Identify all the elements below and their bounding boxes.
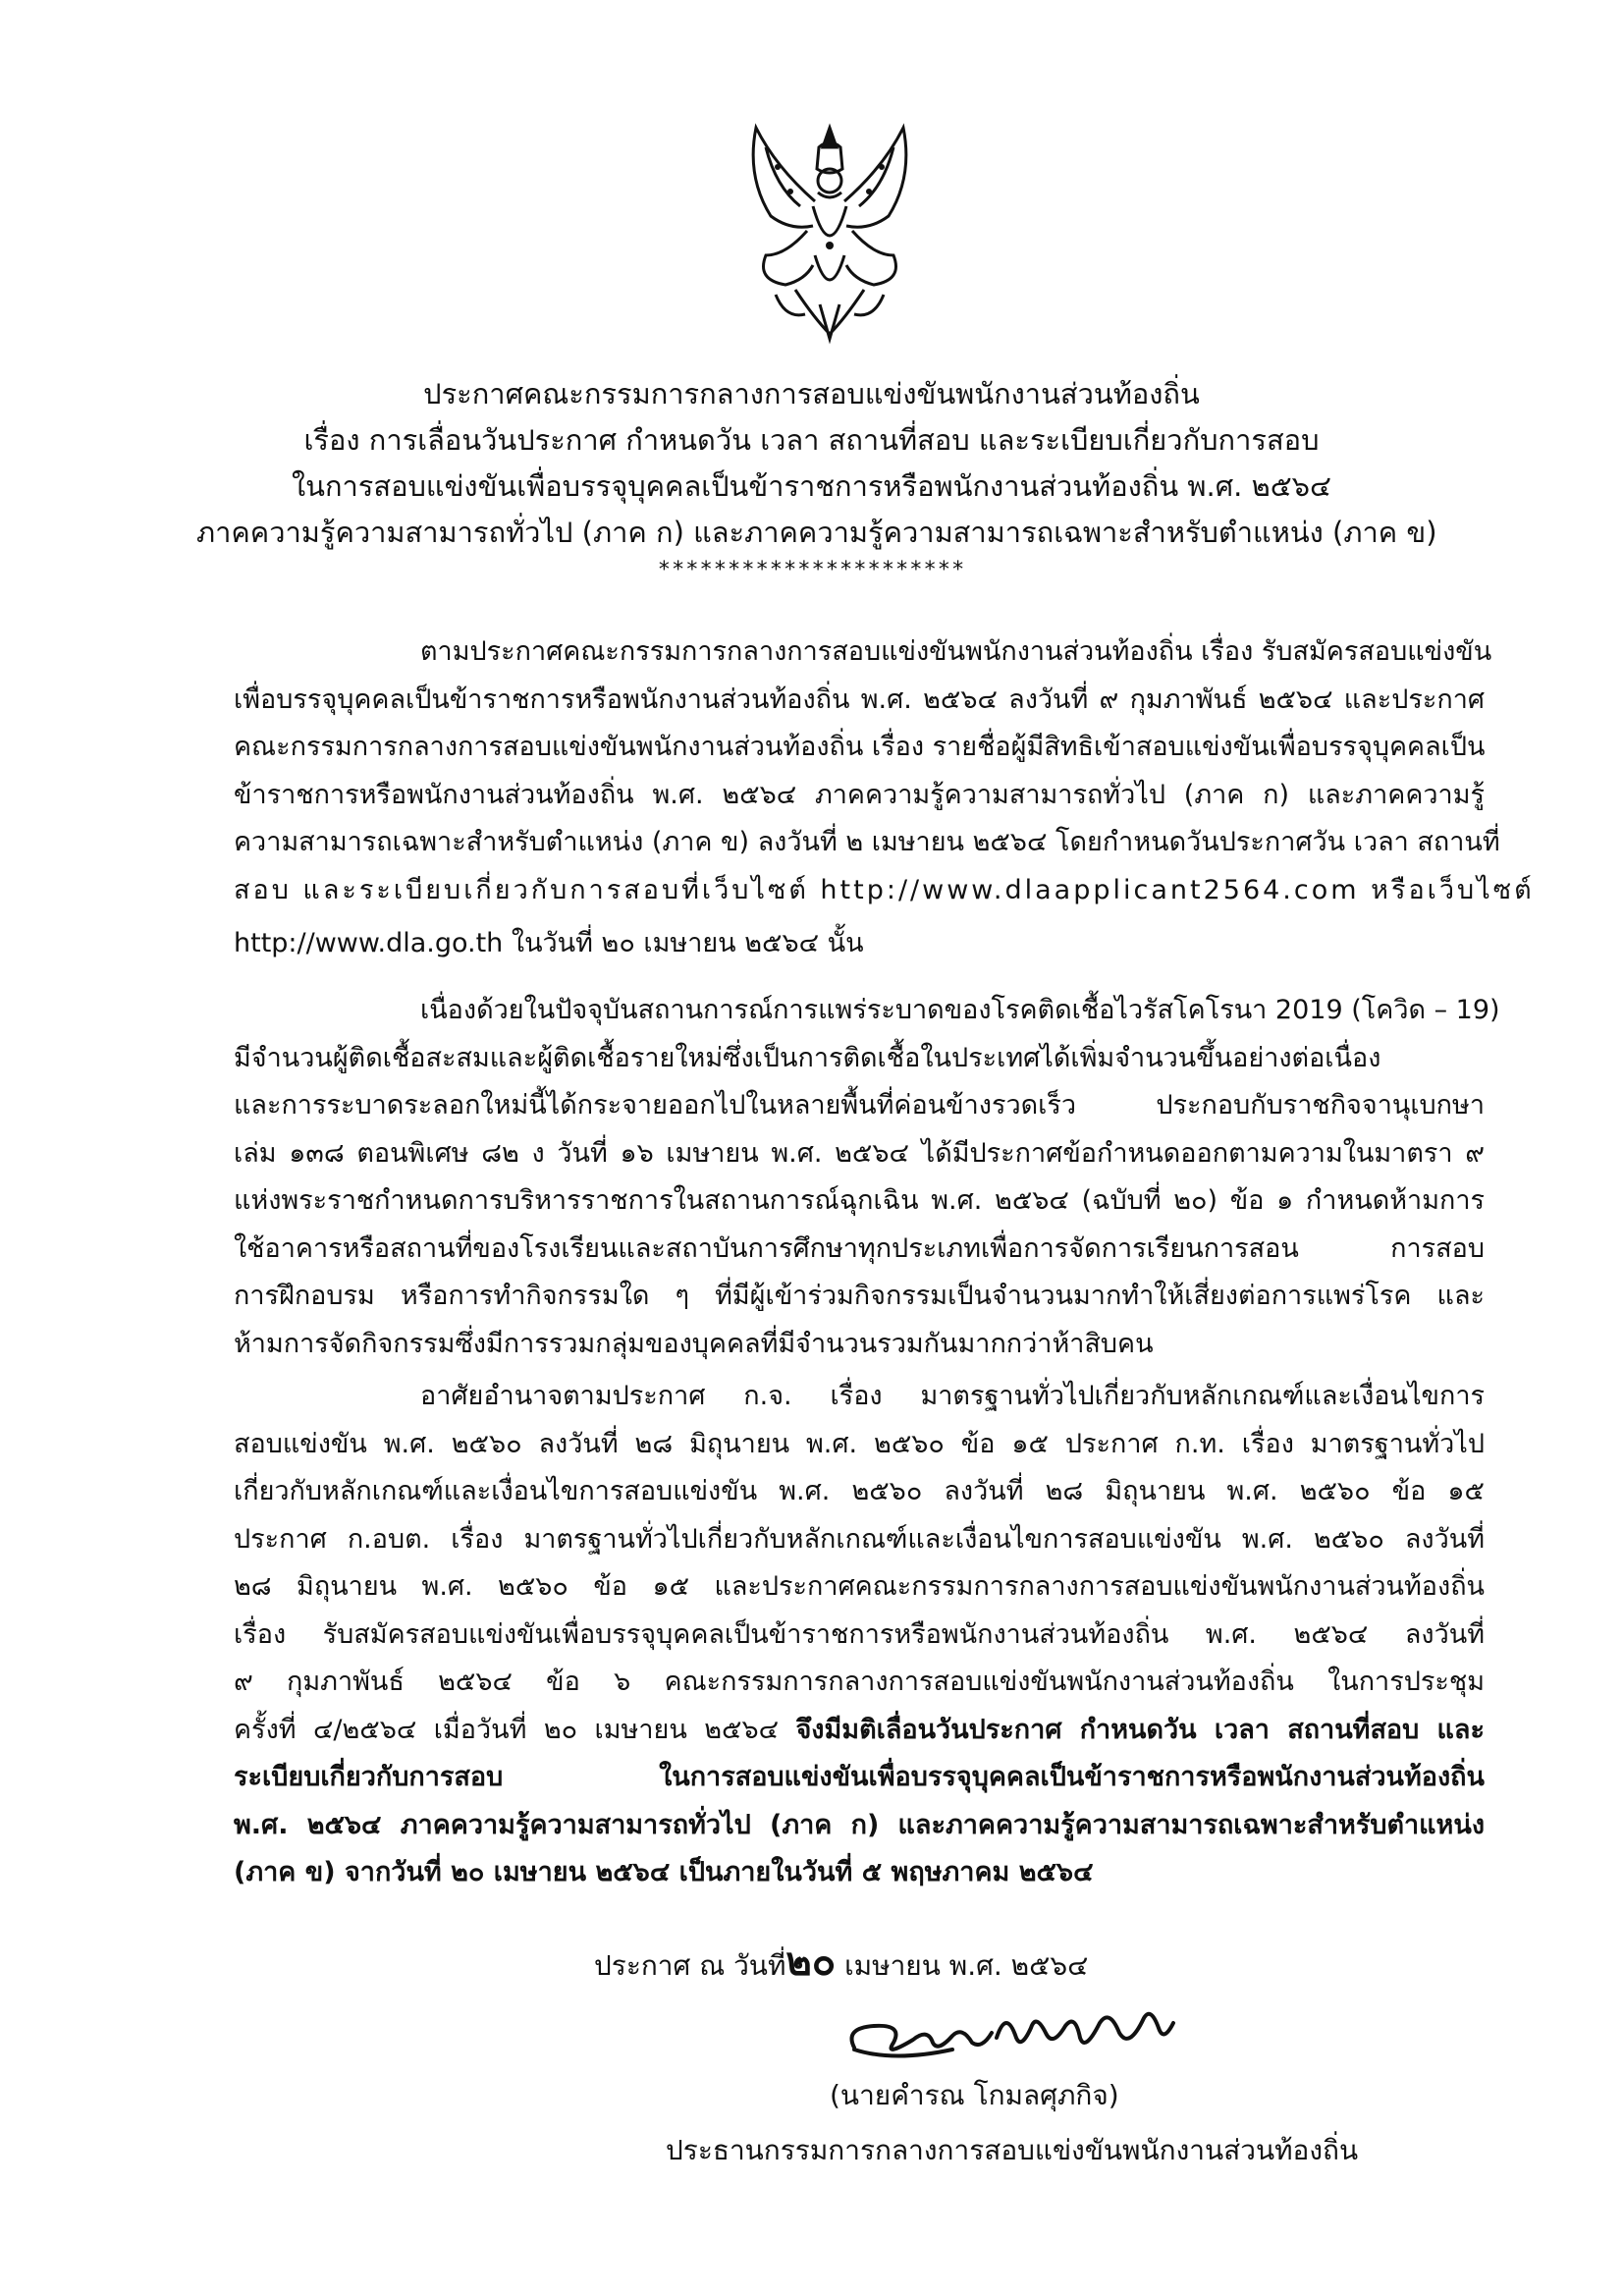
paragraph-line: ๒๘ มิถุนายน พ.ศ. ๒๕๖๐ ข้อ ๑๕ และประกาศคณะกรรมการกลางการสอบแข่งขันพนักงานส่วนท้องถิ่น <box>234 1571 1485 1602</box>
paragraph-line: สอบ และระเบียบเกี่ยวกับการสอบที่เว็บไซต์ http://www.dlaapplicant2564.com หรือเว็บไซต์ <box>234 874 1535 905</box>
title-line-1: ประกาศคณะกรรมการกลางการสอบแข่งขันพนักงานส่วนท้องถิ่น <box>423 377 1200 410</box>
title-line-3: ในการสอบแข่งขันเพื่อบรรจุบุคคลเป็นข้าราชการหรือพนักงานส่วนท้องถิ่น พ.ศ. ๒๕๖๔ <box>291 469 1332 503</box>
resolution-prefix: ครั้งที่ ๔/๒๕๖๔ เมื่อวันที่ ๒๐ เมษายน ๒๕๖๔ <box>234 1714 796 1745</box>
paragraph-line: ความสามารถเฉพาะสำหรับตำแหน่ง (ภาค ข) ลงวันที่ ๒ เมษายน ๒๕๖๔ โดยกำหนดวันประกาศวัน เวลา สถานที่ <box>234 827 1500 857</box>
paragraph-line-mixed <box>234 1707 1485 1755</box>
resolution-line: (ภาค ข) จากวันที่ ๒๐ เมษายน ๒๕๖๔ เป็นภายในวันที่ ๕ พฤษภาคม ๒๕๖๔ <box>234 1857 1094 1887</box>
paragraph-line: http://www.dla.go.th ในวันที่ ๒๐ เมษายน ๒๕๖๔ นั้น <box>234 928 864 958</box>
paragraph-line: เล่ม ๑๓๘ ตอนพิเศษ ๘๒ ง วันที่ ๑๖ เมษายน พ.ศ. ๒๕๖๔ ได้มีประกาศข้อกำหนดออกตามความในมาตรา ๙ <box>234 1137 1485 1169</box>
paragraph-3 <box>234 1373 1485 1897</box>
garuda-emblem-icon <box>717 108 943 354</box>
announcement-date <box>594 1930 1088 1993</box>
paragraph-line: เพื่อบรรจุบุคคลเป็นข้าราชการหรือพนักงานส่วนท้องถิ่น พ.ศ. ๒๕๖๔ ลงวันที่ ๙ กุมภาพันธ์ ๒๕๖๔ และประกาศ <box>234 683 1485 715</box>
paragraph-line: คณะกรรมการกลางการสอบแข่งขันพนักงานส่วนท้องถิ่น เรื่อง รายชื่อผู้มีสิทธิเข้าสอบแข่งขันเพื่อบรรจุบุคคลเป็น <box>234 732 1486 762</box>
signature-icon <box>835 1989 1227 2072</box>
paragraph-line: ตามประกาศคณะกรรมการกลางการสอบแข่งขันพนักงานส่วนท้องถิ่น เรื่อง รับสมัครสอบแข่งขัน <box>420 636 1492 667</box>
paragraph-line: ประกาศ ก.อบต. เรื่อง มาตรฐานทั่วไปเกี่ยวกับหลักเกณฑ์และเงื่อนไขการสอบแข่งขัน พ.ศ. ๒๕๖๐ ลงวันที่ <box>234 1523 1485 1555</box>
paragraph-line: เกี่ยวกับหลักเกณฑ์และเงื่อนไขการสอบแข่งขัน พ.ศ. ๒๕๖๐ ลงวันที่ ๒๘ มิถุนายน พ.ศ. ๒๕๖๐ ข้อ ๑๕ <box>234 1476 1485 1506</box>
signer-position: ประธานกรรมการกลางการสอบแข่งขันพนักงานส่วนท้องถิ่น <box>666 2134 1359 2166</box>
paragraph-line: มีจำนวนผู้ติดเชื้อสะสมและผู้ติดเชื้อรายใหม่ซึ่งเป็นการติดเชื้อในประเทศได้เพิ่มจำนวนขึ้นอย่างต่อเนื่อง <box>234 1042 1381 1073</box>
paragraph-line: แห่งพระราชกำหนดการบริหารราชการในสถานการณ์ฉุกเฉิน พ.ศ. ๒๕๖๔ (ฉบับที่ ๒๐) ข้อ ๑ กำหนดห้ามการ <box>234 1185 1485 1216</box>
date-prefix: ประกาศ ณ วันที่ <box>594 1949 786 1982</box>
signer-name: (นายคำรณ โกมลศุภกิจ) <box>830 2079 1119 2111</box>
paragraph-line: และการระบาดระลอกใหม่นี้ได้กระจายออกไปในหลายพื้นที่ค่อนข้างรวดเร็ว ประกอบกับราชกิจจานุเบกษา <box>234 1090 1485 1121</box>
paragraph-line: เรื่อง รับสมัครสอบแข่งขันเพื่อบรรจุบุคคลเป็นข้าราชการหรือพนักงานส่วนท้องถิ่น พ.ศ. ๒๕๖๔ ลงวันที่ <box>234 1618 1485 1650</box>
resolution-line: ระเบียบเกี่ยวกับการสอบ ในการสอบแข่งขันเพื่อบรรจุบุคคลเป็นข้าราชการหรือพนักงานส่วนท้องถิ่น <box>234 1762 1485 1792</box>
paragraph-line: เนื่องด้วยในปัจจุบันสถานการณ์การแพร่ระบาดของโรคติดเชื้อไวรัสโคโรนา 2019 (โควิด – 19) <box>420 995 1500 1025</box>
paragraph-2 <box>234 987 1500 1368</box>
title-separator: ********************** <box>657 558 966 582</box>
paragraph-line: ๙ กุมภาพันธ์ ๒๕๖๔ ข้อ ๖ คณะกรรมการกลางการสอบแข่งขันพนักงานส่วนท้องถิ่น ในการประชุม <box>234 1667 1485 1697</box>
paragraph-1 <box>234 629 1535 968</box>
title-line-4: ภาคความรู้ความสามารถทั่วไป (ภาค ก) และภาคความรู้ความสามารถเฉพาะสำหรับตำแหน่ง (ภาค ข) <box>196 516 1437 549</box>
paragraph-line: การฝึกอบรม หรือการทำกิจกรรมใด ๆ ที่มีผู้เข้าร่วมกิจกรรมเป็นจำนวนมากทำให้เสี่ยงต่อการแพร่โรค และ <box>234 1281 1485 1311</box>
date-suffix: เมษายน พ.ศ. ๒๕๖๔ <box>844 1949 1089 1982</box>
title-line-2: เรื่อง การเลื่อนวันประกาศ กำหนดวัน เวลา สถานที่สอบ และระเบียบเกี่ยวกับการสอบ <box>303 423 1320 457</box>
paragraph-line: ข้าราชการหรือพนักงานส่วนท้องถิ่น พ.ศ. ๒๕๖๔ ภาคความรู้ความสามารถทั่วไป (ภาค ก) และภาคความรู้ <box>234 779 1485 810</box>
paragraph-line: ใช้อาคารหรือสถานที่ของโรงเรียนและสถาบันการศึกษาทุกประเภทเพื่อการจัดการเรียนการสอน การสอบ <box>234 1232 1485 1264</box>
paragraph-line: สอบแข่งขัน พ.ศ. ๒๕๖๐ ลงวันที่ ๒๘ มิถุนายน พ.ศ. ๒๕๖๐ ข้อ ๑๕ ประกาศ ก.ท. เรื่อง มาตรฐานทั่วไป <box>234 1428 1485 1459</box>
paragraph-line: ห้ามการจัดกิจกรรมซึ่งมีการรวมกลุ่มของบุคคลที่มีจำนวนรวมกันมากกว่าห้าสิบคน <box>234 1328 1154 1359</box>
resolution-line: พ.ศ. ๒๕๖๔ ภาคความรู้ความสามารถทั่วไป (ภาค ก) และภาคความรู้ความสามารถเฉพาะสำหรับตำแหน่ง <box>234 1809 1485 1840</box>
announcement-title <box>196 371 1437 585</box>
resolution-bold-start: จึงมีมติเลื่อนวันประกาศ กำหนดวัน เวลา สถานที่สอบ และ <box>795 1714 1485 1745</box>
paragraph-line: อาศัยอำนาจตามประกาศ ก.จ. เรื่อง มาตรฐานทั่วไปเกี่ยวกับหลักเกณฑ์และเงื่อนไขการ <box>420 1381 1485 1411</box>
date-day-handwritten: ๒๐ <box>785 1939 837 1985</box>
